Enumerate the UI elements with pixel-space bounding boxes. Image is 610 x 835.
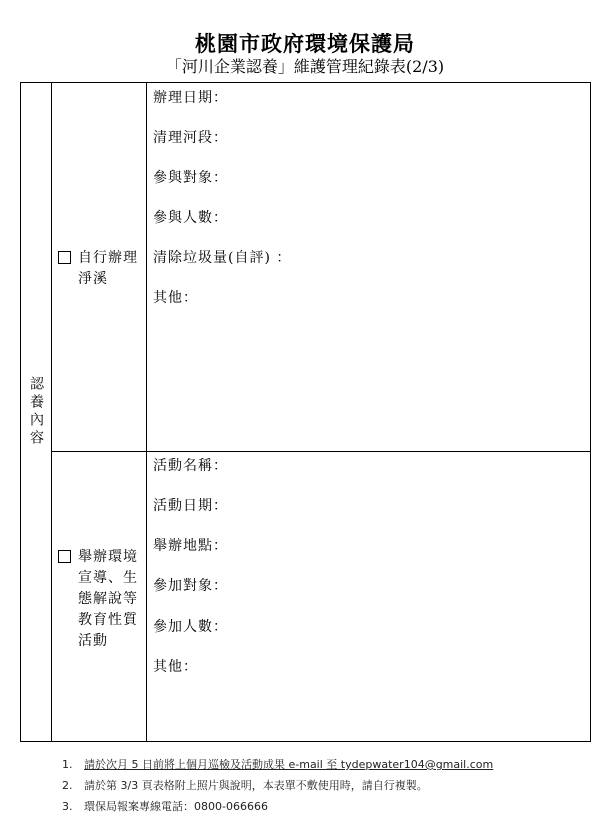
field-garbage-amount: 清除垃圾量(自評) ： [153,250,292,266]
note-item [62,756,493,772]
checkbox-cleanup[interactable] [58,251,71,264]
table-divider [146,83,147,741]
note-item [62,777,428,793]
email-link[interactable]: tydepwater104@gmail.com [340,758,494,771]
checkbox-education[interactable] [58,550,71,563]
note-number: 3. [62,800,73,813]
field-other: 其他： [153,659,198,675]
note-text: 請於第 3/3 頁表格附上照片與說明，本表單不敷使用時，請自行複製。 [84,779,428,792]
section-divider [51,451,590,452]
field-river-section: 清理河段： [153,130,228,146]
field-activity-date: 活動日期： [153,498,228,514]
field-participant-count: 參與人數： [153,210,228,226]
side-label [21,83,51,741]
page-title: 桃園市政府環境保護局 [195,31,415,56]
page-subtitle: 「河川企業認養」維護管理紀錄表(2/3) [165,57,445,76]
note-item [62,798,268,814]
note-text: 請於次月 5 日前將上個月巡檢及活動成果 e-mail 至 [84,758,341,771]
field-activity-name: 活動名稱： [153,458,228,474]
note-text: 環保局報案專線電話：0800-066666 [84,800,268,813]
field-attendees: 參加對象： [153,578,228,594]
field-participants: 參與對象： [153,170,228,186]
field-attendee-count: 參加人數： [153,619,228,635]
note-number: 1. [62,758,73,771]
note-number: 2. [62,779,73,792]
field-other: 其他： [153,290,198,306]
record-table [20,82,591,742]
field-date: 辦理日期： [153,90,228,106]
category-label: 舉辦環境宣導、生態解說等教育性質活動 [78,549,138,649]
category-label: 自行辦理淨溪 [78,250,138,287]
field-location: 舉辦地點： [153,538,228,554]
table-divider [51,83,52,741]
side-label-text: 認養內容 [28,376,44,448]
